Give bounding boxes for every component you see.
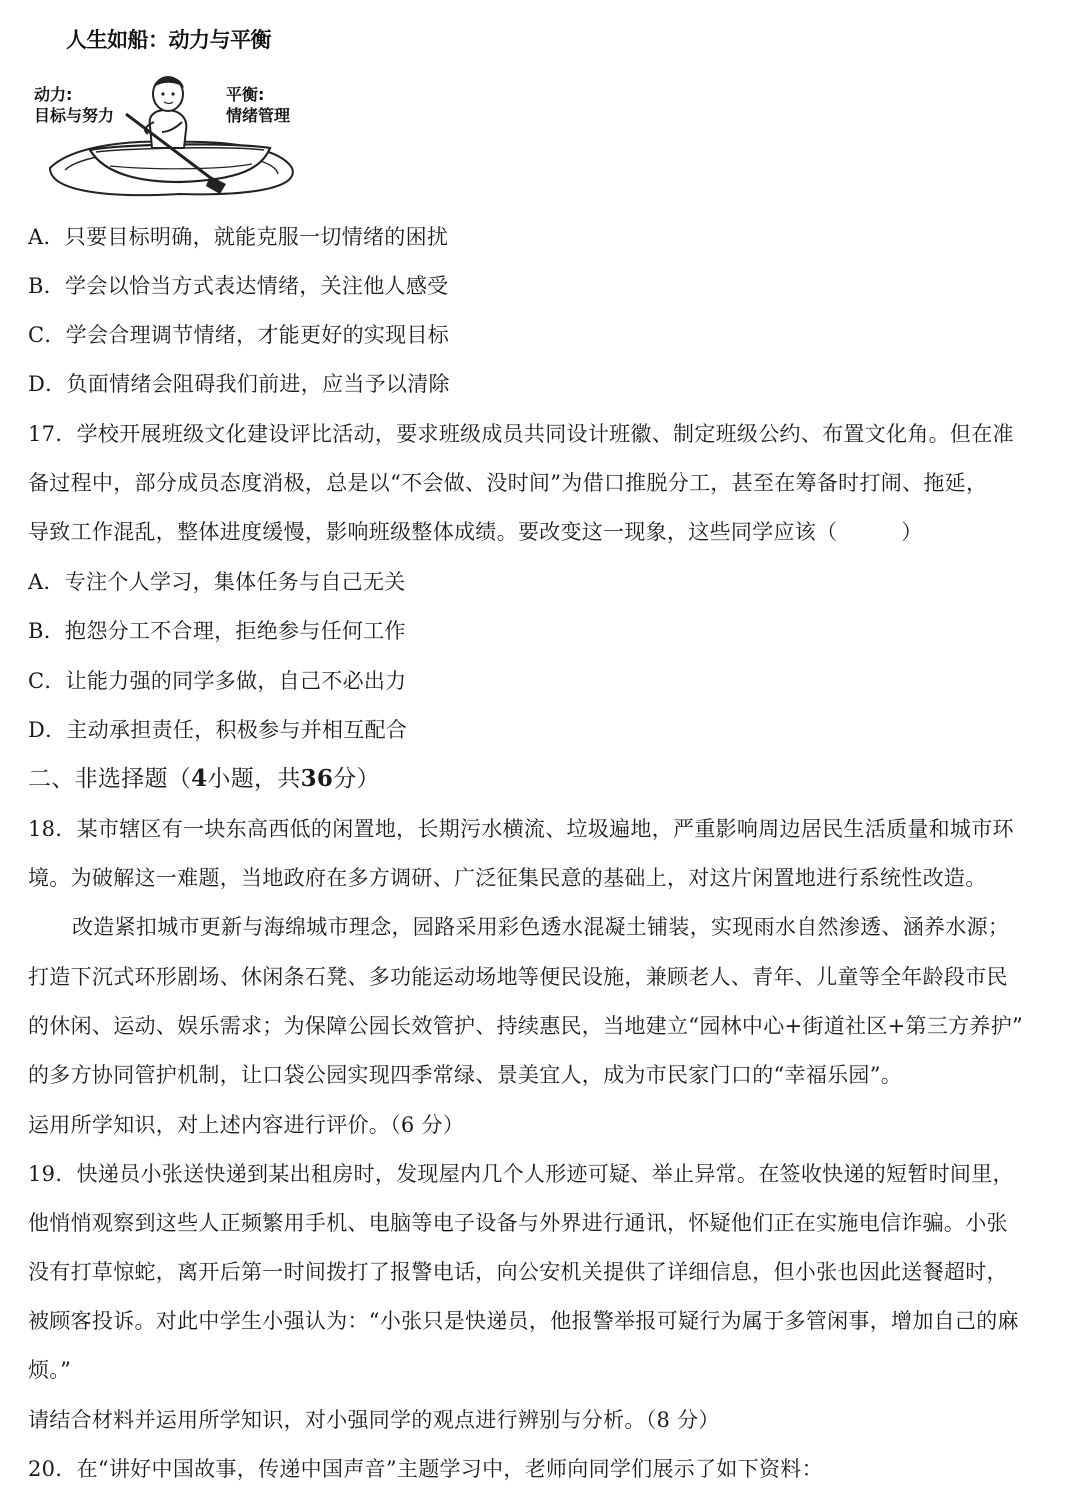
q17-stem-line2: 备过程中，部分成员态度消极，总是以“不会做、没时间”为借口推脱分工，甚至在筹备时打闹、拖延， (28, 471, 988, 495)
figure-right-label-line2: 情绪管理 (226, 106, 291, 125)
figure-title: 人生如船：动力与平衡 (66, 28, 271, 52)
q16-option-b: B．学会以恰当方式表达情绪，关注他人感受 (28, 274, 449, 298)
boy-rowing-boat-icon (30, 70, 320, 210)
q17-option-d: D．主动承担责任，积极参与并相互配合 (28, 718, 408, 742)
q16-option-c: C．学会合理调节情绪，才能更好的实现目标 (28, 323, 450, 347)
q17-option-a: A．专注个人学习，集体任务与自己无关 (28, 570, 406, 594)
q17-option-b: B．抱怨分工不合理，拒绝参与任何工作 (28, 619, 406, 643)
section-2-count: 4 (191, 765, 208, 792)
q19-line1: 19．快递员小张送快递到某出租房时，发现屋内几个人形迹可疑、举止异常。在签收快递的短暂时间里， (28, 1162, 1014, 1186)
section-2-score: 36 (300, 765, 334, 792)
q16-option-d: D．负面情绪会阻碍我们前进，应当予以清除 (28, 372, 450, 396)
q18-line6: 的多方协同管护机制，让口袋公园实现四季常绿、景美宜人，成为市民家门口的“幸福乐园”。 (28, 1063, 903, 1087)
q20-line1: 20．在“讲好中国故事，传递中国声音”主题学习中，老师向同学们展示了如下资料： (28, 1457, 823, 1481)
q17-stem-line1: 17．学校开展班级文化建设评比活动，要求班级成员共同设计班徽、制定班级公约、布置文化角。但在准 (28, 422, 1014, 446)
figure-right-label-line1: 平衡: (226, 85, 265, 104)
q19-line2: 他悄悄观察到这些人正频繁用手机、电脑等电子设备与外界进行通讯，怀疑他们正在实施电信诈骗。小张 (28, 1211, 1008, 1235)
q19-line4: 被顾客投诉。对此中学生小强认为：“小张只是快递员，他报警举报可疑行为属于多管闲事，增加自己的麻 (28, 1309, 1019, 1333)
section-2-prefix: 二、非选择题（ (28, 766, 192, 792)
figure-left-label-line2: 目标与努力 (34, 106, 115, 125)
q19-line3: 没有打草惊蛇，离开后第一时间拨打了报警电话，向公安机关提供了详细信息，但小张也因此送餐超时， (28, 1260, 1008, 1284)
q18-line5: 的休闲、运动、娱乐需求；为保障公园长效管护、持续惠民，当地建立“园林中心+街道社区+第三方养护” (28, 1014, 1024, 1038)
q17-option-c: C．让能力强的同学多做，自己不必出力 (28, 669, 407, 693)
q18-line2: 境。为破解这一难题，当地政府在多方调研、广泛征集民意的基础上，对这片闲置地进行系统性改造。 (28, 866, 987, 890)
section-2-mid: 小题，共 (207, 766, 301, 792)
q16-option-a: A．只要目标明确，就能克服一切情绪的困扰 (28, 225, 449, 249)
q17-stem-line3: 导致工作混乱，整体进度缓慢，影响班级整体成绩。要改变这一现象，这些同学应该（ ） (28, 520, 923, 544)
q19-line5: 烦。” (28, 1358, 72, 1382)
q18-prompt: 运用所学知识，对上述内容进行评价。（6 分） (28, 1113, 465, 1137)
figure-left-label-line1: 动力: (34, 85, 73, 104)
q18-line4: 打造下沉式环形剧场、休闲条石凳、多功能运动场地等便民设施，兼顾老人、青年、儿童等全年龄段市民 (28, 965, 1008, 989)
boat-illustration (30, 70, 320, 210)
q19-prompt: 请结合材料并运用所学知识，对小强同学的观点进行辨别与分析。（8 分） (28, 1408, 720, 1432)
q18-line1: 18．某市辖区有一块东高西低的闲置地，长期污水横流、垃圾遍地，严重影响周边居民生活质量和城市环 (28, 817, 1014, 841)
section-2-heading (28, 764, 380, 794)
q18-line3: 改造紧扣城市更新与海绵城市理念，园路采用彩色透水混凝土铺装，实现雨水自然渗透、涵养水源； (72, 915, 1010, 939)
section-2-suffix: 分） (333, 766, 380, 792)
